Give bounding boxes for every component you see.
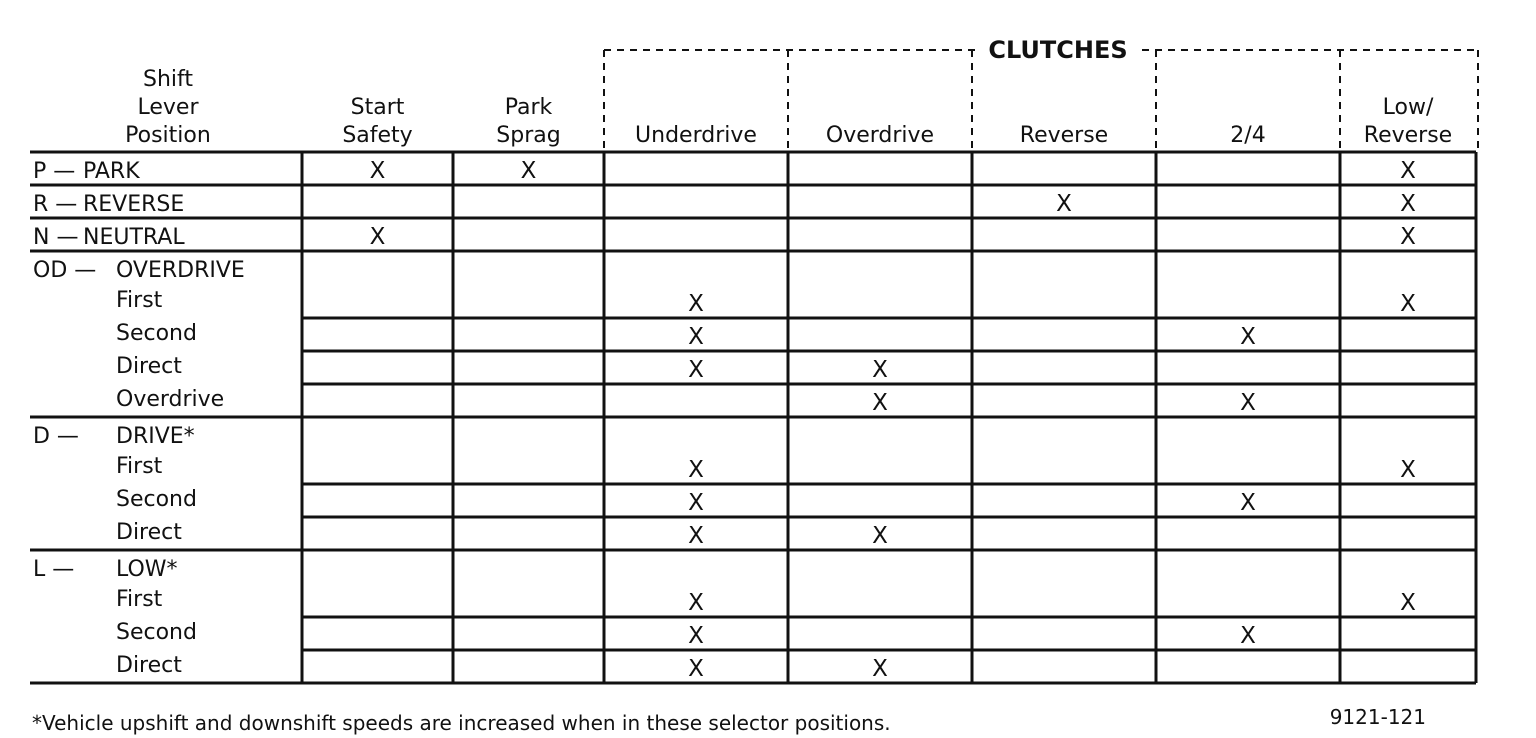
mark-overdrive: X xyxy=(872,357,888,383)
group-name: LOW* xyxy=(116,557,178,582)
header-underdrive-line-0: Underdrive xyxy=(635,123,757,148)
mark-two_four: X xyxy=(1240,324,1256,350)
mark-underdrive: X xyxy=(688,324,704,350)
mark-underdrive: X xyxy=(688,457,704,483)
group-code: L — xyxy=(33,557,75,582)
mark-underdrive: X xyxy=(688,291,704,317)
mark-underdrive: X xyxy=(688,656,704,682)
sub-row-label: Direct xyxy=(116,520,182,545)
group-code: OD — xyxy=(33,258,97,283)
mark-park_sprag: X xyxy=(520,158,537,184)
sub-row-label: First xyxy=(116,587,163,612)
mark-overdrive: X xyxy=(872,656,888,682)
mark-low_reverse: X xyxy=(1400,291,1416,317)
mark-underdrive: X xyxy=(688,490,704,516)
mark-underdrive: X xyxy=(688,590,704,616)
mark-overdrive: X xyxy=(872,523,888,549)
header-overdrive-line-0: Overdrive xyxy=(825,123,935,148)
sub-row-label: Second xyxy=(116,321,197,346)
mark-two_four: X xyxy=(1240,490,1256,516)
mark-start_safety: X xyxy=(369,224,386,250)
mark-reverse: X xyxy=(1056,191,1072,217)
table-rows xyxy=(33,158,1416,682)
mark-underdrive: X xyxy=(688,523,704,549)
row-name: PARK xyxy=(83,159,140,184)
header-park_sprag-line-1: Sprag xyxy=(496,123,561,148)
mark-underdrive: X xyxy=(688,357,704,383)
row-code: N — xyxy=(33,225,79,250)
sub-row-label: First xyxy=(116,454,163,479)
group-name: DRIVE* xyxy=(116,424,195,449)
mark-low_reverse: X xyxy=(1400,191,1416,217)
header-start_safety-line-1: Safety xyxy=(342,123,413,148)
mark-low_reverse: X xyxy=(1400,457,1416,483)
figure-id: 9121-121 xyxy=(1329,705,1426,729)
header-start_safety-line-0: Start xyxy=(350,95,405,120)
sub-row-label: Second xyxy=(116,487,197,512)
group-name: OVERDRIVE xyxy=(116,258,245,283)
row-name: NEUTRAL xyxy=(83,225,185,250)
header-low_reverse-line-1: Reverse xyxy=(1363,123,1453,148)
clutches-title: CLUTCHES xyxy=(988,36,1128,64)
sub-row-label: Second xyxy=(116,620,197,645)
header-shift-line-0: Shift xyxy=(142,67,194,92)
header-shift-line-2: Position xyxy=(125,123,211,148)
sub-row-label: Direct xyxy=(116,354,182,379)
header-park_sprag-line-0: Park xyxy=(504,95,553,120)
header-two_four-line-0: 2/4 xyxy=(1230,123,1266,148)
mark-two_four: X xyxy=(1240,623,1256,649)
mark-low_reverse: X xyxy=(1400,158,1416,184)
sub-row-label: Direct xyxy=(116,653,182,678)
header-low_reverse-line-0: Low/ xyxy=(1382,95,1434,120)
row-name: REVERSE xyxy=(83,192,185,217)
sub-row-label: Overdrive xyxy=(116,387,225,412)
mark-underdrive: X xyxy=(688,623,704,649)
header-shift-line-1: Lever xyxy=(137,95,199,120)
mark-start_safety: X xyxy=(369,158,386,184)
mark-low_reverse: X xyxy=(1400,224,1416,250)
mark-two_four: X xyxy=(1240,390,1256,416)
group-code: D — xyxy=(33,424,79,449)
mark-overdrive: X xyxy=(872,390,888,416)
row-code: P — xyxy=(33,159,76,184)
row-code: R — xyxy=(33,192,78,217)
header-reverse-line-0: Reverse xyxy=(1019,123,1109,148)
sub-row-label: First xyxy=(116,288,163,313)
footnote: *Vehicle upshift and downshift speeds are increased when in these selector positions. xyxy=(32,711,891,735)
mark-low_reverse: X xyxy=(1400,590,1416,616)
